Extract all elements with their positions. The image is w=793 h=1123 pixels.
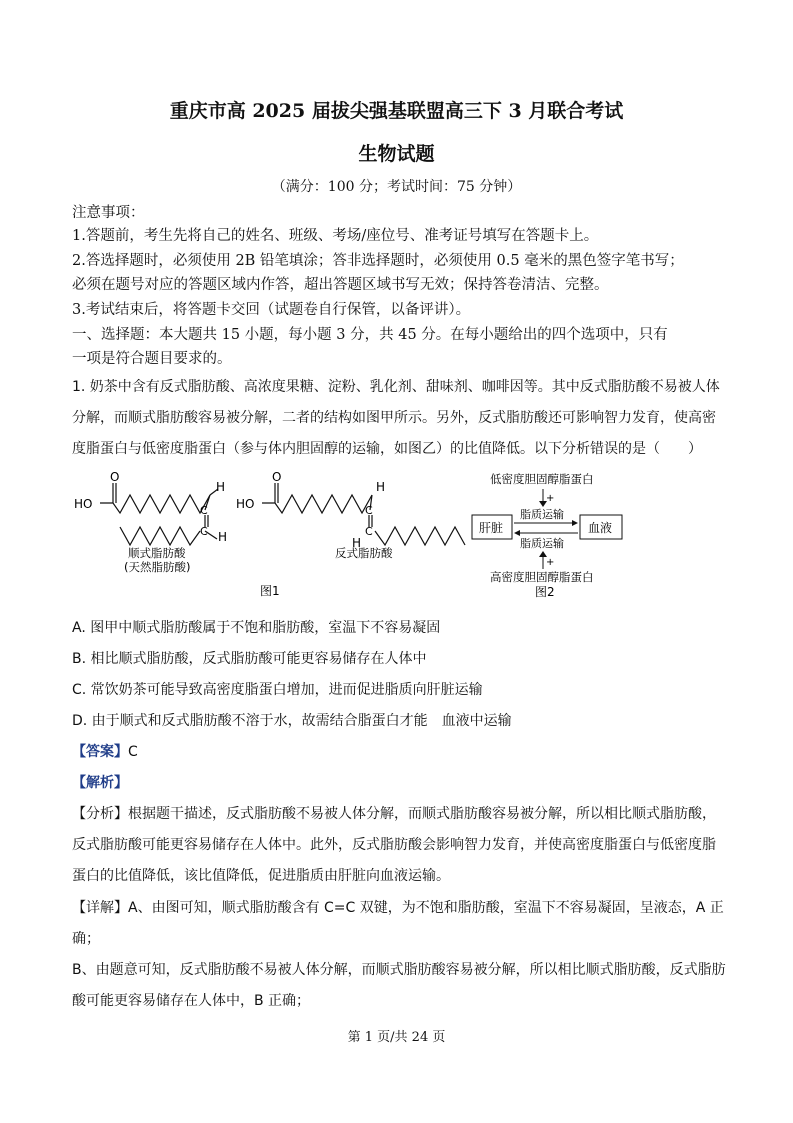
page-footer: 第 1 页/共 24 页 (347, 1030, 446, 1045)
score-info: （满分：100 分；考试时间：75 分钟） (271, 179, 522, 195)
transport-label-top: 脂质运输 (520, 508, 564, 521)
option-d: D. 由于顺式和反式脂肪酸不溶于水，故需结合脂蛋白才能 血液中运输 (72, 713, 512, 729)
option-a: A. 图甲中顺式脂肪酸属于不饱和脂肪酸，室温下不容易凝固 (72, 620, 441, 636)
cis-name: 顺式脂肪酸 (128, 546, 186, 560)
trans-c-label-2: C (365, 525, 373, 538)
cis-c-label: C (200, 504, 208, 517)
answer-line (72, 741, 138, 761)
detail-line (72, 897, 724, 917)
option-b: B. 相比顺式脂肪酸，反式脂肪酸可能更容易储存在人体中 (72, 651, 427, 667)
notice-item: 2.答选择题时，必须使用 2B 铅笔填涂；答非选择题时，必须使用 0.5 毫米的黑色签字笔书写； (72, 253, 684, 269)
question-stem: 分解，而顺式脂肪酸容易被分解，二者的结构如图甲所示。另外，反式脂肪酸还可影响智力发育，使高密 (72, 410, 716, 426)
exam-title: 重庆市高 2025 届拔尖强基联盟高三下 3 月联合考试 (169, 100, 624, 122)
notice-item: 必须在题号对应的答题区域内作答，超出答题区域书写无效；保持答卷清洁、完整。 (72, 277, 609, 293)
analysis-tag: 【解析】 (72, 775, 128, 791)
figures (0, 465, 793, 605)
answer-tag: 【答案】 (72, 744, 128, 760)
transport-label-bottom: 脂质运输 (520, 537, 564, 550)
plus-sign: + (546, 493, 555, 504)
trans-h-label-2: H (352, 536, 362, 550)
trans-fatty-acid-structure (262, 483, 465, 545)
liver-label: 肝脏 (479, 521, 504, 535)
detail-label: 【详解】 (72, 900, 128, 916)
notice-heading: 注意事项： (72, 205, 145, 221)
notice-item: 3.考试结束后，将答题卡交回（试题卷自行保管，以备评讲）。 (72, 302, 471, 318)
trans-c-label: C (365, 504, 373, 517)
figure1-caption: 图1 (260, 584, 280, 598)
hdl-label: 高密度胆固醇脂蛋白 (490, 570, 594, 584)
exam-subject: 生物试题 (358, 143, 435, 165)
question-stem: 度脂蛋白与低密度脂蛋白（参与体内胆固醇的运输，如图乙）的比值降低。以下分析错误的是（ ） (72, 441, 702, 457)
cis-ho-label: HO (74, 497, 93, 511)
section-heading: 一、选择题：本大题共 15 小题，每小题 3 分，共 45 分。在每小题给出的四个选项中，只有 (72, 327, 668, 343)
option-c: C. 常饮奶茶可能导致高密度脂蛋白增加，进而促进脂质向肝脏运输 (72, 682, 483, 698)
detail-text: A、由图可知，顺式脂肪酸含有 C=C 双键，为不饱和脂肪酸，室温下不容易凝固，呈液态，A 正 (128, 900, 724, 916)
trans-name: 反式脂肪酸 (335, 546, 393, 560)
figure2-caption: 图2 (535, 585, 555, 599)
answer-value: C (128, 744, 138, 760)
trans-h-label: H (376, 480, 386, 494)
cis-h-label-2: H (218, 530, 228, 544)
trans-ho-label: HO (236, 497, 255, 511)
trans-o-label: O (272, 470, 282, 484)
cis-h-label: H (216, 480, 226, 494)
cis-note: (天然脂肪酸) (124, 560, 191, 574)
detail-text: 酸可能更容易储存在人体中，B 正确； (72, 993, 311, 1009)
notice-item: 1.答题前，考生先将自己的姓名、班级、考场/座位号、准考证号填写在答题卡上。 (72, 228, 599, 244)
analysis-text: 根据题干描述，反式脂肪酸不易被人体分解，而顺式脂肪酸容易被分解，所以相比顺式脂肪酸， (128, 806, 716, 822)
detail-text: 确； (72, 931, 100, 947)
plus-sign: + (546, 557, 555, 568)
cis-c-label-2: C (200, 525, 208, 538)
analysis-label: 【分析】 (72, 806, 128, 822)
analysis-line (72, 803, 716, 823)
cis-o-label: O (110, 470, 120, 484)
analysis-text: 反式脂肪酸可能更容易储存在人体中。此外，反式脂肪酸会影响智力发育，并使高密度脂蛋白与低密度脂 (72, 837, 716, 853)
detail-text: B、由题意可知，反式脂肪酸不易被人体分解，而顺式脂肪酸容易被分解，所以相比顺式脂肪酸，反式脂肪 (72, 962, 726, 978)
analysis-text: 蛋白的比值降低，该比值降低，促进脂质由肝脏向血液运输。 (72, 868, 450, 884)
ldl-label: 低密度胆固醇脂蛋白 (490, 472, 594, 486)
blood-label: 血液 (588, 521, 613, 535)
question-stem: 1. 奶茶中含有反式脂肪酸、高浓度果糖、淀粉、乳化剂、甜味剂、咖啡因等。其中反式脂肪酸不易被人体 (72, 379, 720, 395)
section-heading: 一项是符合题目要求的。 (72, 351, 232, 367)
